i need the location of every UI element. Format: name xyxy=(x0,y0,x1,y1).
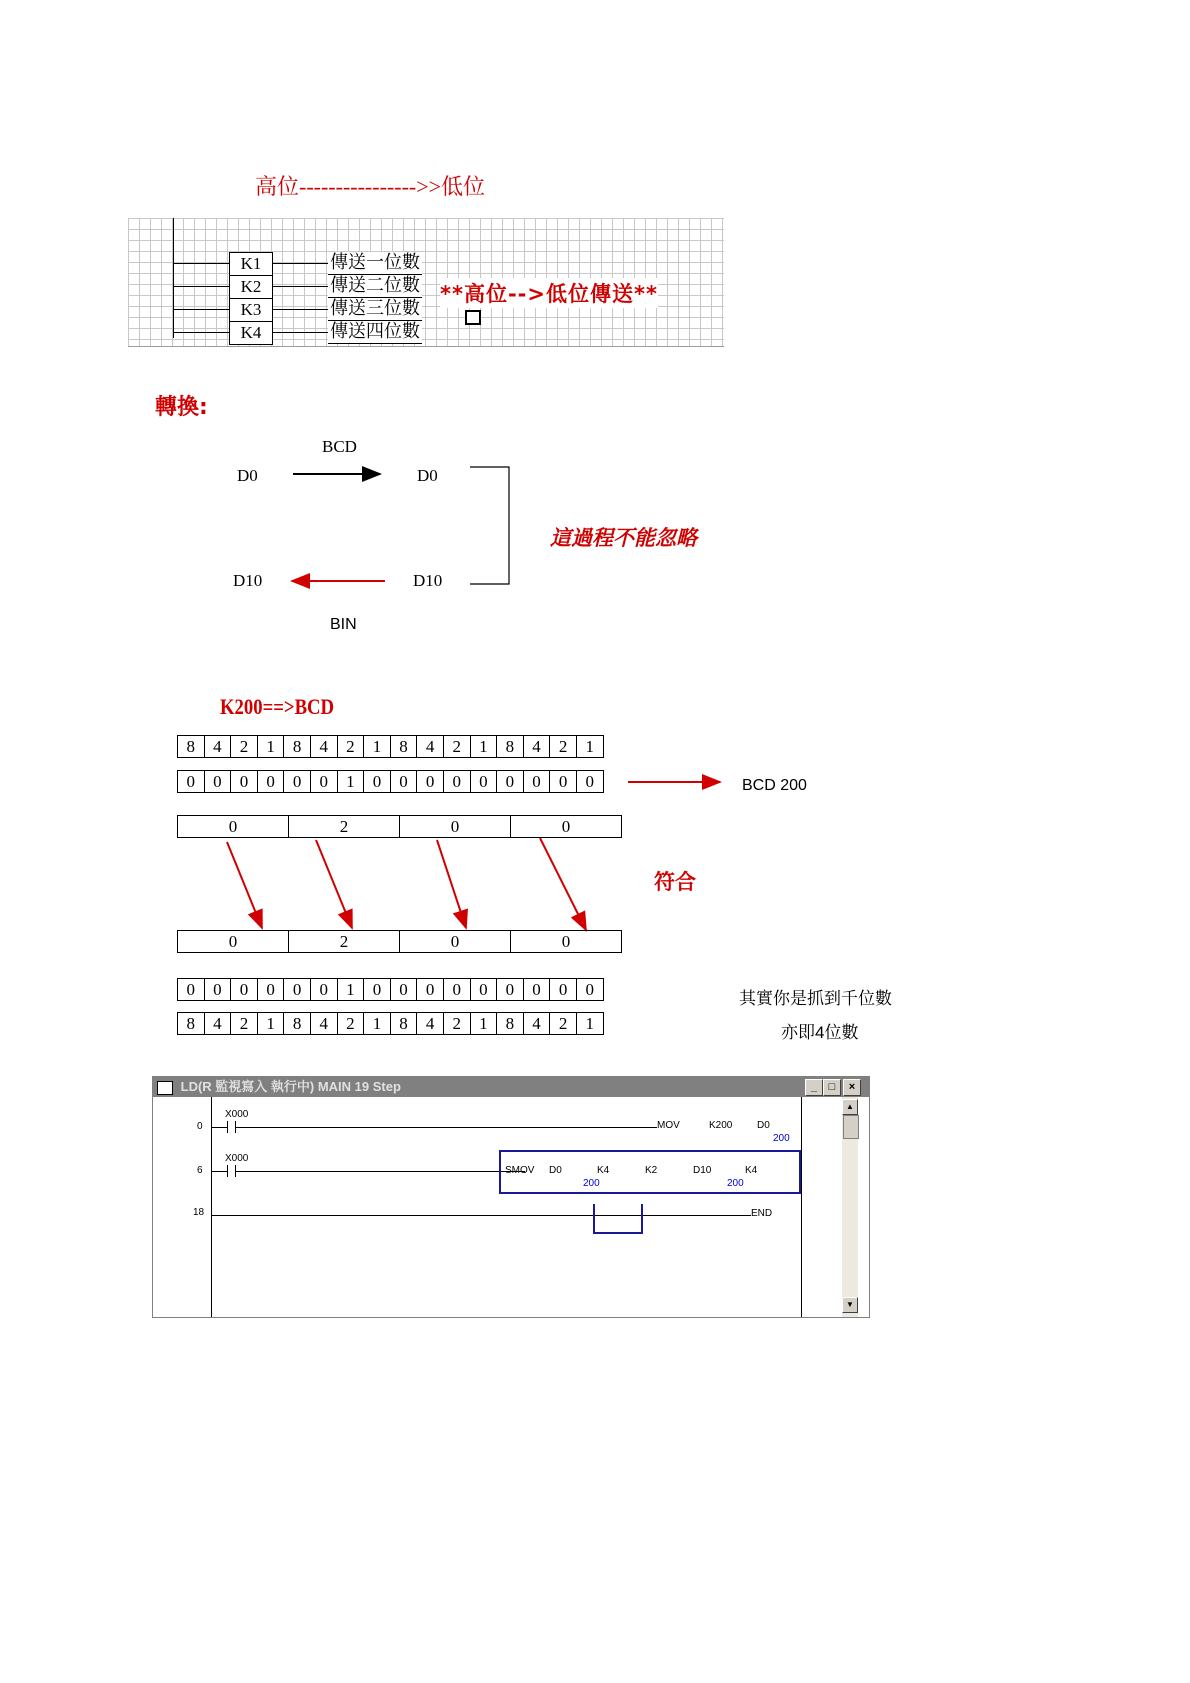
d10-left: D10 xyxy=(233,571,263,590)
bit-cell: 0 xyxy=(178,979,205,1000)
bit-cell: 4 xyxy=(205,736,232,757)
bcd-heading: K200==>BCD xyxy=(220,694,335,719)
smov-value-1: 200 xyxy=(583,1178,600,1189)
contact-x000-b: X000 xyxy=(225,1153,249,1164)
nibble-cell: 0 xyxy=(178,931,289,952)
nibbles-top-row xyxy=(177,815,622,838)
bit-cell: 0 xyxy=(524,771,551,792)
smov-instr: SMOV xyxy=(505,1165,535,1176)
smov-value-2: 200 xyxy=(727,1178,744,1189)
bit-cell: 8 xyxy=(391,736,418,757)
conversion-heading: 轉換: xyxy=(155,395,208,420)
window-icon xyxy=(157,1081,173,1095)
bit-cell: 2 xyxy=(231,1013,258,1034)
bit-cell: 4 xyxy=(417,736,444,757)
wire xyxy=(211,1127,227,1128)
bit-cell: 0 xyxy=(417,771,444,792)
weights-top-row xyxy=(177,735,604,758)
bit-cell: 0 xyxy=(205,771,232,792)
k3-box: K3 xyxy=(229,298,273,322)
bit-cell: 1 xyxy=(577,1013,604,1034)
wire xyxy=(235,1171,525,1172)
bit-cell: 0 xyxy=(178,771,205,792)
note-line1: 其實你是抓到千位數 xyxy=(739,989,892,1008)
bit-cell: 0 xyxy=(444,979,471,1000)
smov-arg-k2: K2 xyxy=(645,1165,658,1176)
end-instr: END xyxy=(751,1208,773,1219)
bit-cell: 0 xyxy=(391,979,418,1000)
step-6: 6 xyxy=(197,1165,203,1176)
mov-arg2: D0 xyxy=(757,1120,770,1131)
left-power-rail xyxy=(211,1097,212,1317)
bit-cell: 8 xyxy=(284,1013,311,1034)
bit-cell: 8 xyxy=(284,736,311,757)
nibble-arrow-3 xyxy=(437,840,466,928)
nibbles-bottom-row xyxy=(177,930,622,953)
bit-cell: 0 xyxy=(231,771,258,792)
smov-arg-k4b: K4 xyxy=(745,1165,758,1176)
bit-cell: 2 xyxy=(338,736,365,757)
nibble-arrow-2 xyxy=(316,840,352,928)
d0-right: D0 xyxy=(417,466,438,485)
bit-cell: 2 xyxy=(338,1013,365,1034)
bit-cell: 0 xyxy=(577,771,604,792)
bit-cell: 1 xyxy=(258,1013,285,1034)
mov-value: 200 xyxy=(773,1133,790,1144)
bit-cell: 2 xyxy=(444,736,471,757)
bin-label: BIN xyxy=(330,616,357,633)
bit-cell: 2 xyxy=(231,736,258,757)
bit-cell: 2 xyxy=(550,1013,577,1034)
match-label: 符合 xyxy=(654,870,696,894)
wire xyxy=(211,1215,751,1216)
note-line2: 亦即4位數 xyxy=(781,1023,859,1042)
transfer-note: **高位-->低位傳送** xyxy=(440,278,658,308)
nibble-cell: 2 xyxy=(289,816,400,837)
ladder-titlebar[interactable] xyxy=(153,1077,869,1097)
nibble-cell: 0 xyxy=(400,816,511,837)
bit-cell: 0 xyxy=(311,771,338,792)
mov-instr: MOV xyxy=(657,1120,680,1131)
bit-cell: 0 xyxy=(258,771,285,792)
weights-bottom-row xyxy=(177,1012,604,1035)
high-to-low-label: 高位---------------->>低位 xyxy=(255,174,486,199)
d10-right: D10 xyxy=(413,571,443,590)
bit-cell: 0 xyxy=(258,979,285,1000)
transfer-label-3: 傳送三位數 xyxy=(330,298,420,319)
bit-cell: 4 xyxy=(311,736,338,757)
ladder-window xyxy=(152,1076,870,1318)
contact-bar xyxy=(227,1121,228,1133)
bcd-label: BCD xyxy=(322,437,357,456)
bit-cell: 4 xyxy=(524,736,551,757)
bit-cell: 1 xyxy=(471,736,498,757)
close-button[interactable]: × xyxy=(843,1079,861,1096)
bit-cell: 0 xyxy=(471,771,498,792)
bit-cell: 0 xyxy=(284,771,311,792)
bits-top-row xyxy=(177,770,604,793)
bit-cell: 0 xyxy=(391,771,418,792)
bit-cell: 1 xyxy=(364,1013,391,1034)
bit-cell: 1 xyxy=(364,736,391,757)
bit-cell: 0 xyxy=(364,771,391,792)
bit-cell: 8 xyxy=(497,736,524,757)
step-18: 18 xyxy=(193,1207,205,1218)
k4-box: K4 xyxy=(229,321,273,345)
bit-cell: 0 xyxy=(550,979,577,1000)
bit-cell: 0 xyxy=(497,771,524,792)
nibble-cell: 0 xyxy=(400,931,511,952)
smov-arg-d10: D10 xyxy=(693,1165,712,1176)
bit-cell: 0 xyxy=(364,979,391,1000)
bit-cell: 4 xyxy=(524,1013,551,1034)
bit-cell: 0 xyxy=(444,771,471,792)
bit-cell: 0 xyxy=(577,979,604,1000)
bit-cell: 2 xyxy=(444,1013,471,1034)
nibble-cell: 0 xyxy=(561,932,571,951)
nibble-arrow-1 xyxy=(227,842,262,928)
bit-cell: 8 xyxy=(178,736,205,757)
transfer-label-4: 傳送四位數 xyxy=(330,321,420,342)
bit-cell: 2 xyxy=(550,736,577,757)
smov-arg-d0: D0 xyxy=(549,1165,562,1176)
bit-cell: 8 xyxy=(391,1013,418,1034)
bit-cell: 4 xyxy=(205,1013,232,1034)
ladder-title: LD(R 監視寫入 執行中) MAIN 19 Step xyxy=(180,1079,401,1094)
bit-cell: 0 xyxy=(231,979,258,1000)
bit-cell: 0 xyxy=(524,979,551,1000)
conversion-note: 這過程不能忽略 xyxy=(550,526,697,550)
bit-cell: 0 xyxy=(497,979,524,1000)
d0-left: D0 xyxy=(237,466,258,485)
nibble-cell: 0 xyxy=(561,817,571,836)
bit-cell: 0 xyxy=(417,979,444,1000)
cursor-box xyxy=(593,1204,643,1234)
mov-arg1: K200 xyxy=(709,1120,733,1131)
maximize-button[interactable]: □ xyxy=(823,1079,841,1096)
transfer-label-2: 傳送二位數 xyxy=(330,275,420,296)
smov-arg-k4a: K4 xyxy=(597,1165,610,1176)
bit-cell: 0 xyxy=(471,979,498,1000)
bit-cell: 4 xyxy=(311,1013,338,1034)
bit-cell: 0 xyxy=(205,979,232,1000)
scroll-up-button[interactable]: ▲ xyxy=(842,1099,858,1115)
bit-cell: 1 xyxy=(338,771,365,792)
nibble-arrow-4 xyxy=(540,838,586,930)
scroll-thumb[interactable] xyxy=(843,1115,859,1139)
right-power-rail xyxy=(801,1097,802,1317)
transfer-label-1: 傳送一位數 xyxy=(330,252,420,273)
contact-bar xyxy=(227,1165,228,1177)
bit-cell: 0 xyxy=(284,979,311,1000)
nibble-cell: 0 xyxy=(178,816,289,837)
wire xyxy=(211,1171,227,1172)
bracket-line xyxy=(470,467,509,584)
bit-cell: 0 xyxy=(550,771,577,792)
bit-cell: 1 xyxy=(577,736,604,757)
step-0: 0 xyxy=(197,1121,203,1132)
k2-box: K2 xyxy=(229,275,273,299)
bcd-result-label: BCD 200 xyxy=(742,777,807,794)
bit-cell: 1 xyxy=(258,736,285,757)
contact-x000-a: X000 xyxy=(225,1109,249,1120)
nibble-cell: 2 xyxy=(289,931,400,952)
bit-cell: 0 xyxy=(311,979,338,1000)
scroll-down-button[interactable]: ▼ xyxy=(842,1297,858,1313)
minimize-button[interactable]: _ xyxy=(805,1079,823,1096)
bit-cell: 8 xyxy=(497,1013,524,1034)
bit-cell: 1 xyxy=(471,1013,498,1034)
bit-cell: 4 xyxy=(417,1013,444,1034)
k1-box: K1 xyxy=(229,252,273,276)
wire xyxy=(235,1127,657,1128)
bit-cell: 1 xyxy=(338,979,365,1000)
bits-bottom-row xyxy=(177,978,604,1001)
bit-cell: 8 xyxy=(178,1013,205,1034)
